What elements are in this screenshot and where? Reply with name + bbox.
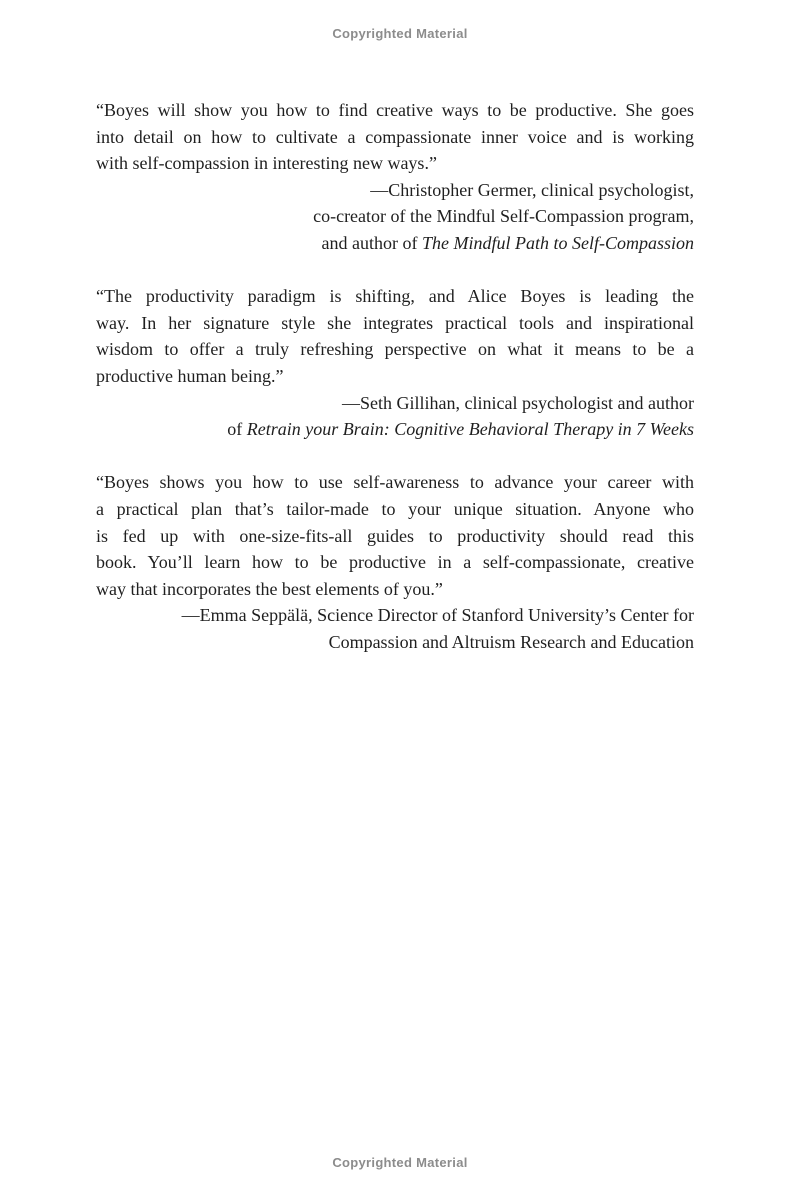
attribution-text: —Seth Gillihan, clinical psychologist and author [342,392,694,413]
quote-line: book. You’ll learn how to be productive in a self-compassionate, creative [96,552,694,573]
quote-line: productive human being.” [96,365,284,386]
quote-line: way. In her signature style she integrates practical tools and inspirational [96,312,694,333]
quote-line: a practical plan that’s tailor-made to your unique situation. Anyone who [96,498,694,519]
quote-line: “The productivity paradigm is shifting, and Alice Boyes is leading the [96,286,694,307]
attribution-line [96,602,694,629]
attribution-text: Compassion and Altruism Research and Education [328,631,694,652]
attribution-text: —Emma Seppälä, Science Director of Stanford University’s Center for [181,605,694,626]
attribution-line [96,177,694,204]
attribution-line [96,203,694,230]
endorsement-block [96,469,694,655]
quote-line: “Boyes shows you how to use self-awareness to advance your career with [96,472,694,493]
quote-line: wisdom to offer a truly refreshing perspective on what it means to be a [96,339,694,360]
quote-paragraph [96,97,694,177]
endorsement-block [96,97,694,257]
copyright-notice-bottom: Copyrighted Material [332,1155,468,1170]
quote-paragraph [96,469,694,602]
endorsements-section [96,97,694,682]
book-title: The Mindful Path to Self-Compassion [422,232,694,253]
book-title: Retrain your Brain: Cognitive Behavioral Therapy in 7 Weeks [246,419,694,440]
attribution-line [96,230,694,257]
endorsement-block [96,283,694,443]
quote-line: is fed up with one-size-fits-all guides to productivity should read this [96,525,694,546]
attribution [96,390,694,443]
attribution-line [96,629,694,656]
attribution-text: —Christopher Germer, clinical psychologist, [370,179,694,200]
quote-line: into detail on how to cultivate a compassionate inner voice and is working [96,126,694,147]
quote-line: “Boyes will show you how to find creative ways to be productive. She goes [96,100,694,120]
attribution-text: and author of [321,232,422,253]
attribution-text: co-creator of the Mindful Self-Compassion program, [313,206,694,227]
attribution-text: of [227,419,247,440]
quote-line: way that incorporates the best elements of you.” [96,578,443,599]
attribution-line [96,390,694,417]
quote-paragraph [96,283,694,389]
attribution-line [96,416,694,443]
quote-line: with self-compassion in interesting new ways.” [96,153,437,174]
copyright-notice-top: Copyrighted Material [332,26,468,41]
attribution [96,177,694,257]
attribution [96,602,694,655]
